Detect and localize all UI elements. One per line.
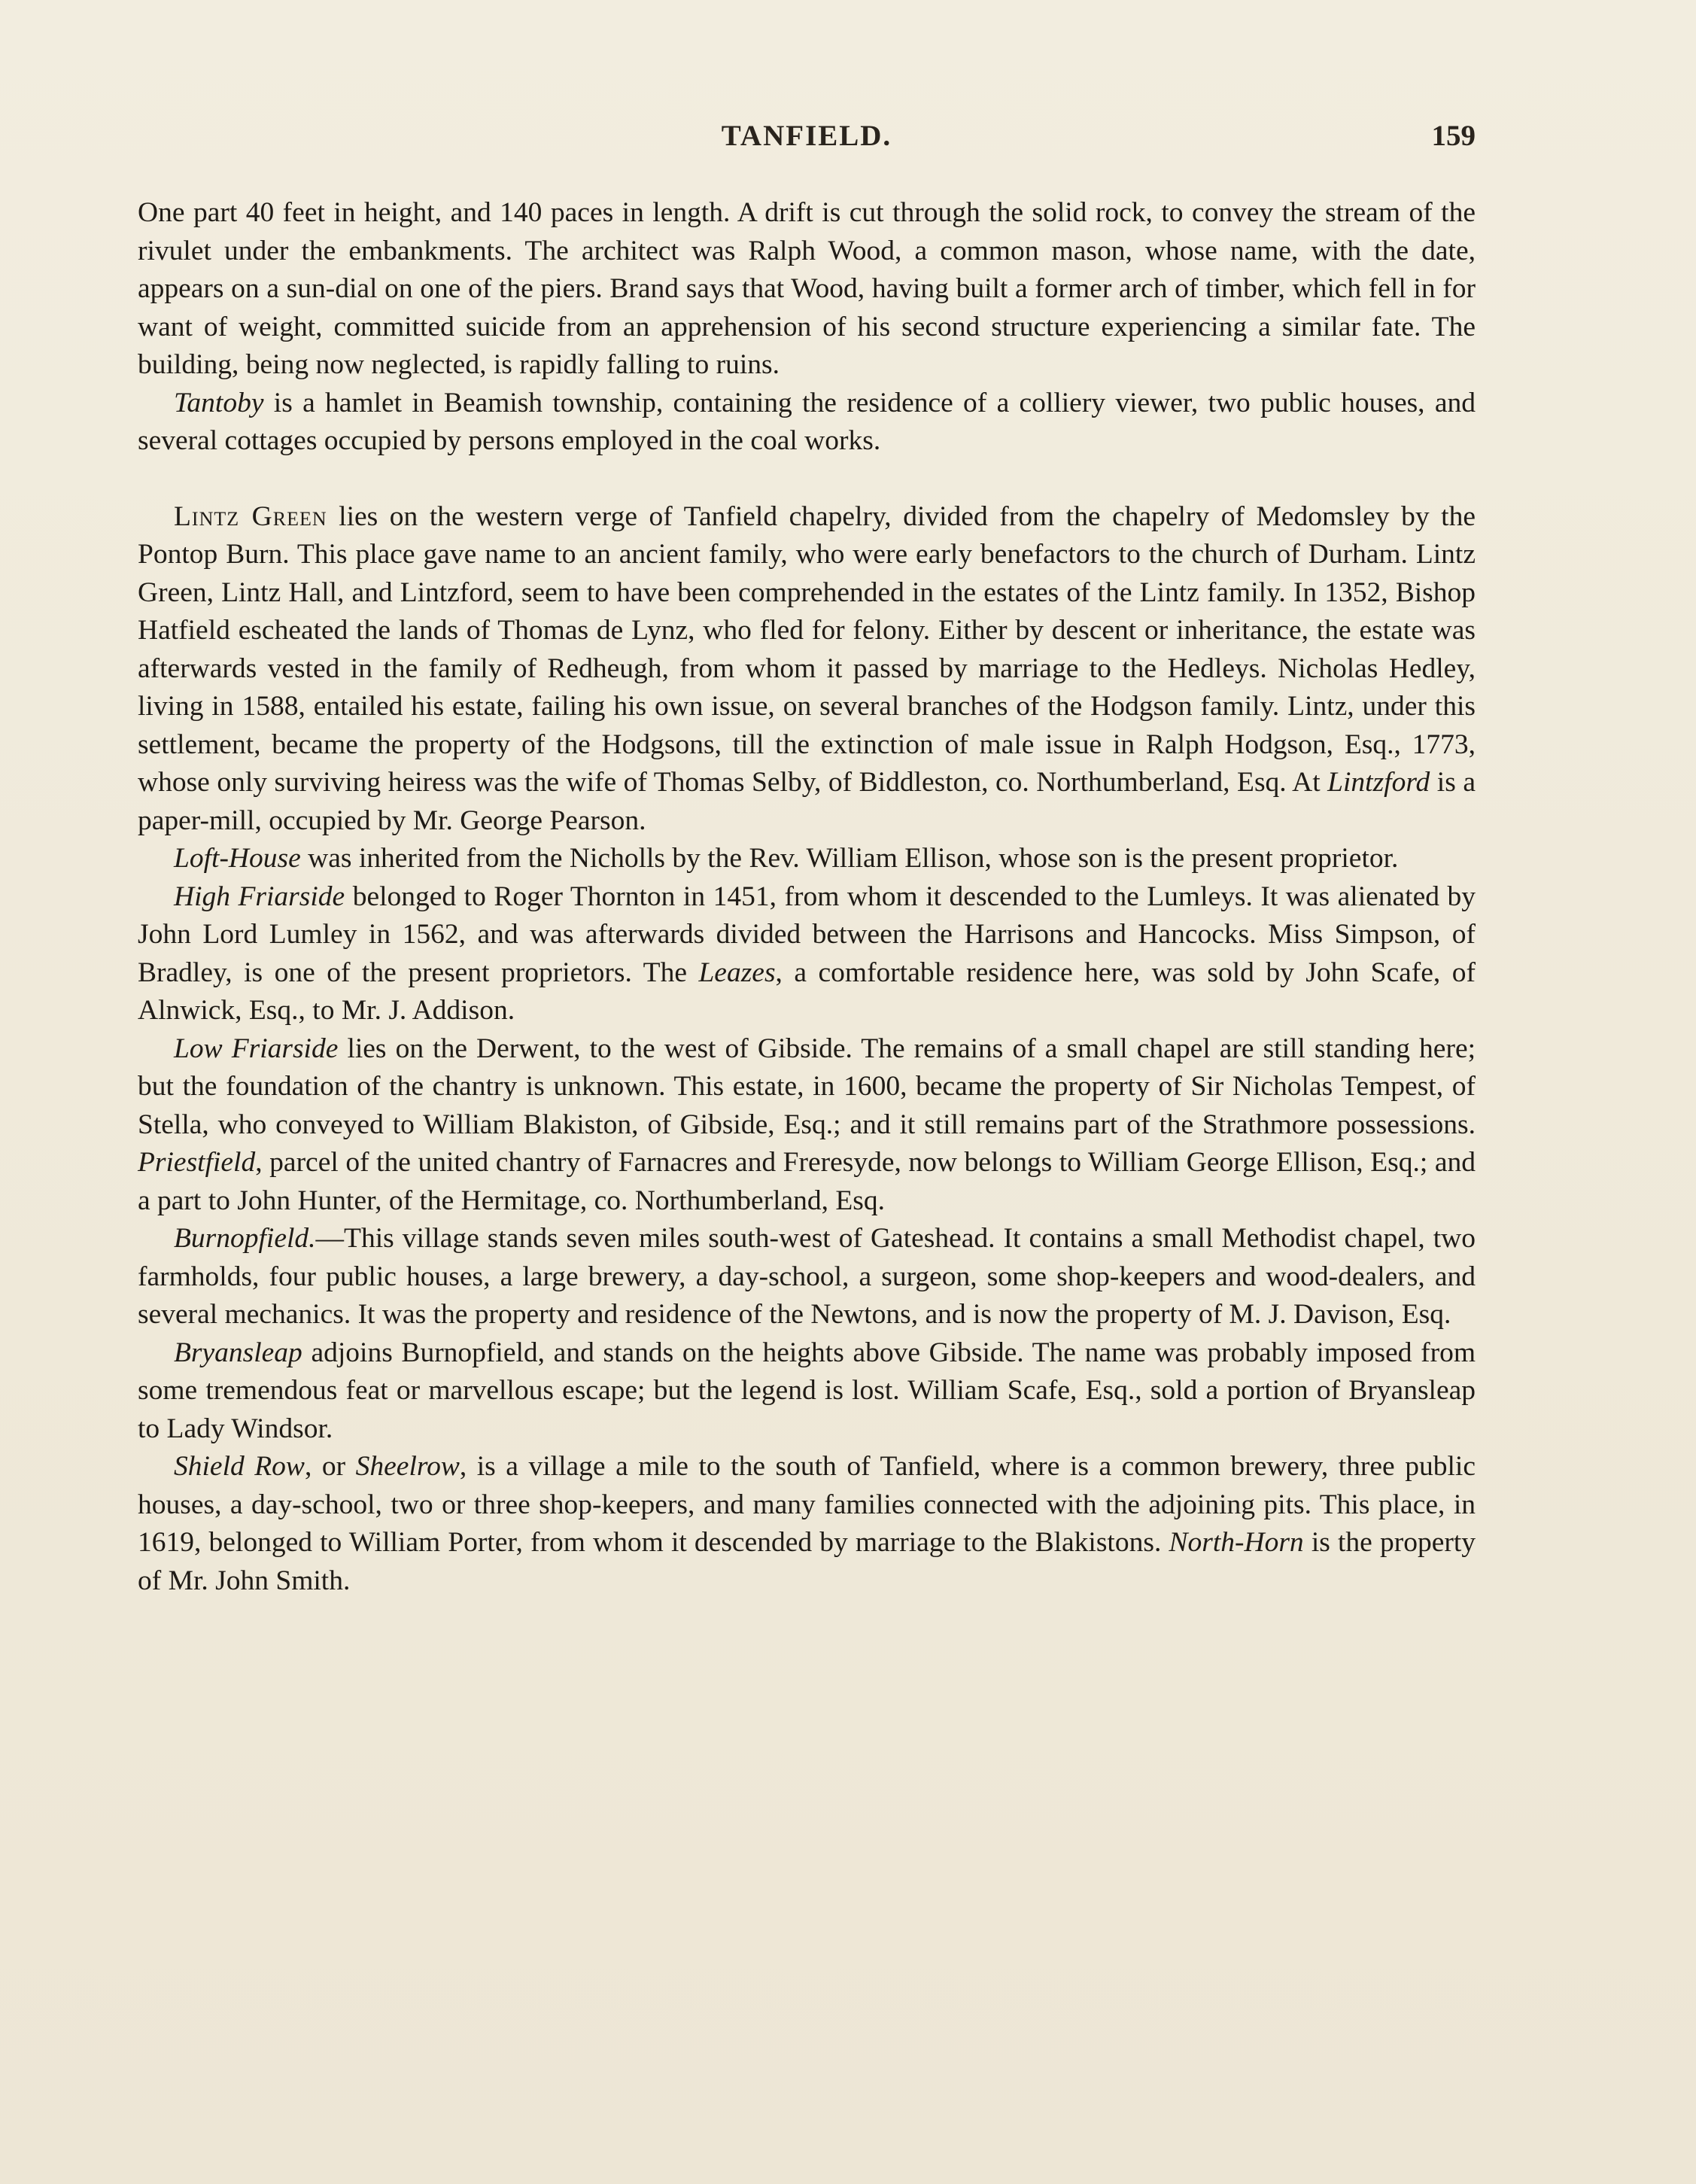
place-name: Priestfield xyxy=(138,1147,256,1178)
body-text xyxy=(138,194,1476,1600)
paragraph-loft-house: Loft-House was inherited from the Nicholls by the Rev. William Ellison, whose son is the present proprietor. xyxy=(174,843,1399,874)
place-name: Shield Row xyxy=(174,1451,305,1482)
place-name: High Friarside xyxy=(174,881,345,912)
paragraph-bryansleap: Bryansleap adjoins Burnopfield, and stands on the heights above Gibside. The name was probably imposed from some tremendous feat or marvellous escape; but the legend is lost. William Scafe, Esq., sold a portion of Bryansleap to Lady Windsor. xyxy=(138,1337,1476,1444)
place-name: North-Horn xyxy=(1169,1527,1304,1558)
page-number: 159 xyxy=(1431,120,1476,152)
section-heading: Lintz Green xyxy=(174,500,327,532)
place-name: Burnopfield. xyxy=(174,1223,316,1254)
paragraph-burnopfield: Burnopfield.—This village stands seven miles south-west of Gateshead. It contains a small Methodist chapel, two farmholds, four public houses, a large brewery, a day-school, a surgeon, some shop-keepers and wood-dealers, and several mechanics. It was the property and residence of the Newtons, and is now the property of M. J. Davison, Esq. xyxy=(138,1223,1476,1330)
place-name: Bryansleap xyxy=(174,1337,302,1368)
paragraph-shield-row: Shield Row, or Sheelrow, is a village a mile to the south of Tanfield, where is a common brewery, three public houses, a day-school, two or three shop-keepers, and many families connected with the adjoining pits. This place, in 1619, belonged to William Porter, from whom it descended by marriage to the Blakistons. North-Horn is the property of Mr. John Smith. xyxy=(138,1451,1476,1596)
place-name: Tantoby xyxy=(174,387,264,418)
paragraph-lintz-green: Lintz Green lies on the western verge of Tanfield chapelry, divided from the chapelry of Medomsley by the Pontop Burn. This place gave name to an ancient family, who were early benefactors to the church of Durham. Lintz Green, Lintz Hall, and Lintzford, seem to have been comprehended in the estates of the Lintz family. In 1352, Bishop Hatfield escheated the lands of Thomas de Lynz, who fled for felony. Either by descent or inheritance, the estate was afterwards vested in the family of Redheugh, from whom it passed by marriage to the Hedleys. Nicholas Hedley, living in 1588, entailed his estate, failing his own issue, on several branches of the Hodgson family. Lintz, under this settlement, became the property of the Hodgsons, till the extinction of male issue in Ralph Hodgson, Esq., 1773, whose only surviving heiress was the wife of Thomas Selby, of Biddleston, co. Northumberland, Esq. At Lintzford is a paper-mill, occupied by Mr. George Pearson. xyxy=(138,500,1476,836)
place-name: Lintzford xyxy=(1327,767,1430,798)
paragraph-bridge: One part 40 feet in height, and 140 paces in length. A drift is cut through the solid rock, to convey the stream of the rivulet under the embankments. The architect was Ralph Wood, a common mason, whose name, with the date, appears on a sun-dial on one of the piers. Brand says that Wood, having built a former arch of timber, which fell in for want of weight, committed suicide from an apprehension of his second structure experiencing a similar fate. The building, being now neglected, is rapidly falling to ruins. xyxy=(138,197,1476,380)
place-name: Low Friarside xyxy=(174,1033,339,1064)
paragraph-tantoby: Tantoby is a hamlet in Beamish township, containing the residence of a colliery viewer, two public houses, and several cottages occupied by persons employed in the coal works. xyxy=(138,387,1476,456)
place-name: Sheelrow xyxy=(355,1451,460,1482)
paragraph-low-friarside: Low Friarside lies on the Derwent, to the west of Gibside. The remains of a small chapel are still standing here; but the foundation of the chantry is unknown. This estate, in 1600, became the property of Sir Nicholas Tempest, of Stella, who conveyed to William Blakiston, of Gibside, Esq.; and it still remains part of the Strathmore possessions. Priestfield, parcel of the united chantry of Farnacres and Freresyde, now belongs to William George Ellison, Esq.; and a part to John Hunter, of the Hermitage, co. Northumberland, Esq. xyxy=(138,1033,1476,1216)
place-name: Loft-House xyxy=(174,843,301,874)
running-title: TANFIELD. xyxy=(721,120,892,152)
paragraph-high-friarside: High Friarside belonged to Roger Thornton in 1451, from whom it descended to the Lumleys. It was alienated by John Lord Lumley in 1562, and was afterwards divided between the Harrisons and Hancocks. Miss Simpson, of Bradley, is one of the present proprietors. The Leazes, a comfortable residence here, was sold by John Scafe, of Alnwick, Esq., to Mr. J. Addison. xyxy=(138,881,1476,1026)
section-break xyxy=(138,461,1476,498)
page-header xyxy=(138,119,1476,160)
place-name: Leazes xyxy=(698,957,776,988)
